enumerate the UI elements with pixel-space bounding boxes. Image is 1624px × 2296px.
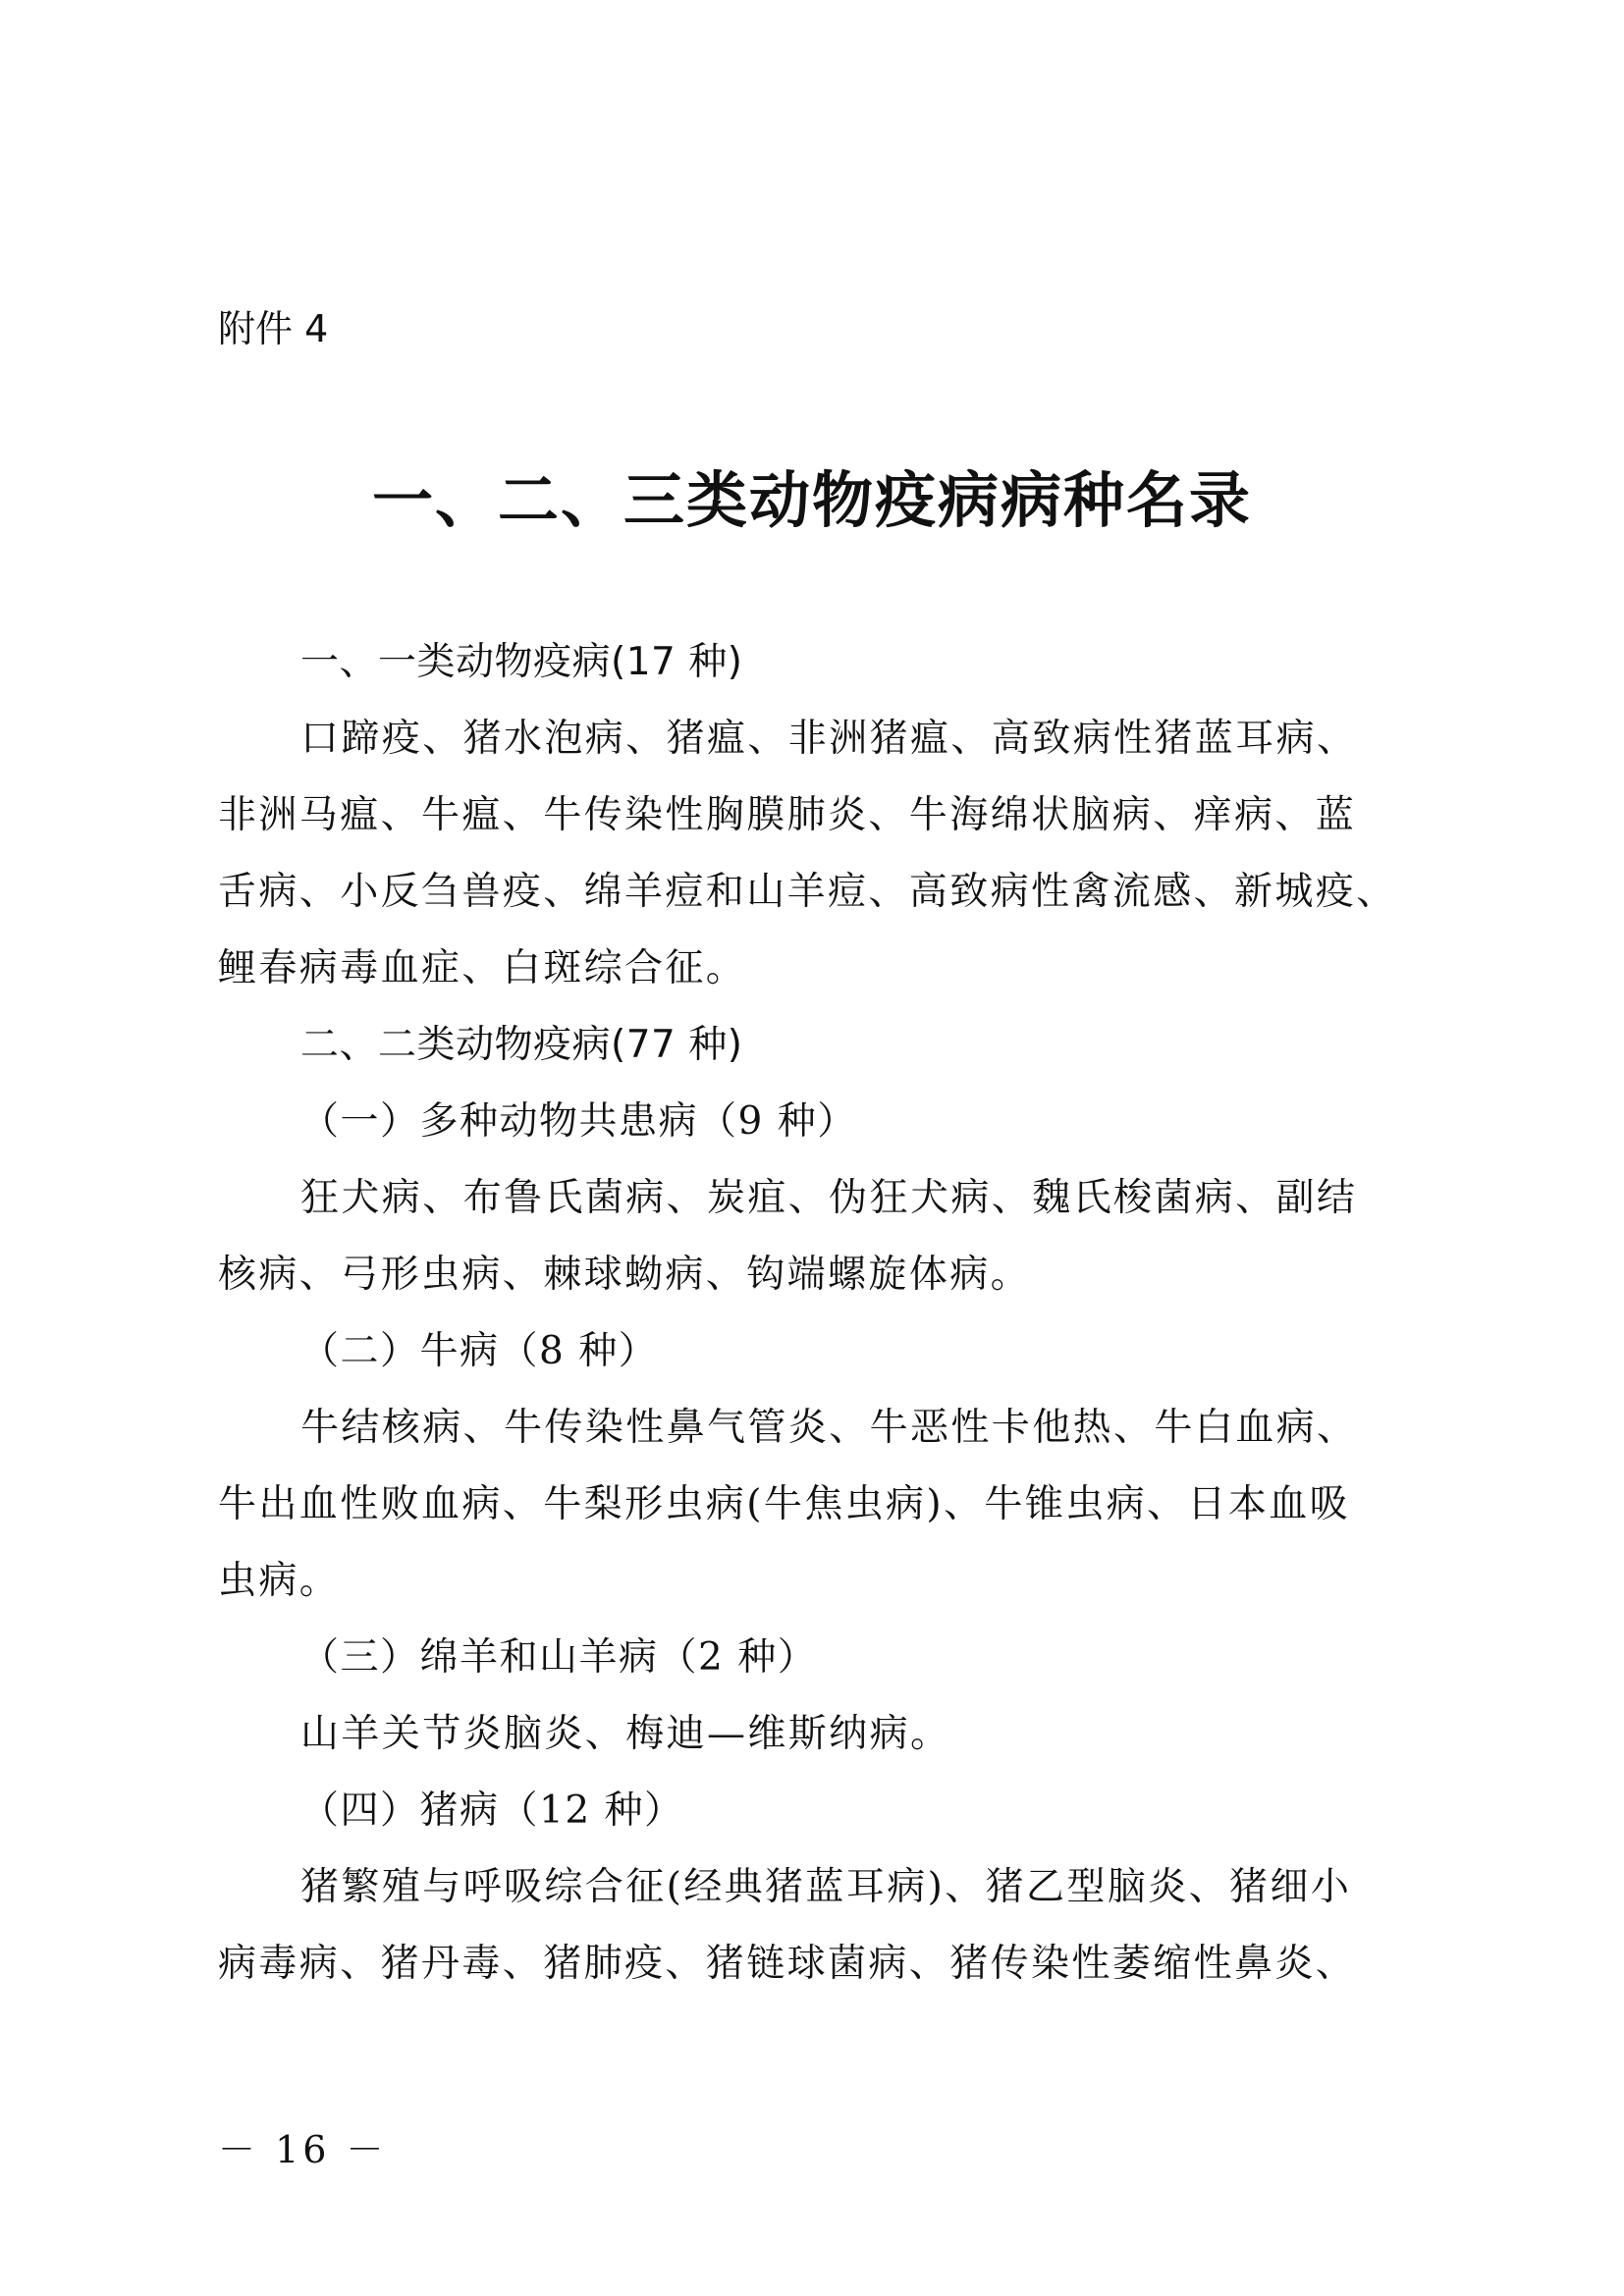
- document-body: [218, 624, 1406, 2002]
- paragraph-line: 山羊关节炎脑炎、梅迪—维斯纳病。: [300, 1712, 951, 1756]
- paragraph-line: 虫病。: [218, 1559, 341, 1603]
- page-number: － 16 －: [218, 2128, 388, 2171]
- subsection-heading: （四）猪病（12 种）: [300, 1789, 684, 1833]
- paragraph-line: 鲤春病毒血症、白斑综合征。: [218, 946, 747, 990]
- subsection-heading: （一）多种动物共患病（9 种）: [300, 1099, 857, 1144]
- paragraph-line: 口蹄疫、猪水泡病、猪瘟、非洲猪瘟、高致病性猪蓝耳病、: [300, 717, 1358, 761]
- section-heading-class-two: 二、二类动物疫病(77 种): [300, 1023, 743, 1067]
- subsection-heading: （三）绵羊和山羊病（2 种）: [300, 1635, 818, 1680]
- paragraph-line: 非洲马瘟、牛瘟、牛传染性胸膜肺炎、牛海绵状脑病、痒病、蓝: [218, 793, 1357, 837]
- paragraph-line: 猪繁殖与呼吸综合征(经典猪蓝耳病)、猪乙型脑炎、猪细小: [300, 1865, 1352, 1909]
- paragraph-line: 病毒病、猪丹毒、猪肺疫、猪链球菌病、猪传染性萎缩性鼻炎、: [218, 1942, 1357, 1986]
- section-heading-class-one: 一、一类动物疫病(17 种): [300, 640, 743, 684]
- paragraph-line: 牛出血性败血病、牛梨形虫病(牛焦虫病)、牛锥虫病、日本血吸: [218, 1482, 1351, 1526]
- paragraph-line: 狂犬病、布鲁氏菌病、炭疽、伪狂犬病、魏氏梭菌病、副结: [300, 1176, 1358, 1220]
- subsection-heading: （二）牛病（8 种）: [300, 1329, 659, 1373]
- paragraph-line: 牛结核病、牛传染性鼻气管炎、牛恶性卡他热、牛白血病、: [300, 1406, 1358, 1450]
- attachment-label: 附件 4: [218, 307, 329, 350]
- document-title: 一、二、三类动物疫病病种名录: [371, 464, 1252, 536]
- paragraph-line: 核病、弓形虫病、棘球蚴病、钩端螺旋体病。: [218, 1253, 1032, 1297]
- paragraph-line: 舌病、小反刍兽疫、绵羊痘和山羊痘、高致病性禽流感、新城疫、: [218, 870, 1397, 914]
